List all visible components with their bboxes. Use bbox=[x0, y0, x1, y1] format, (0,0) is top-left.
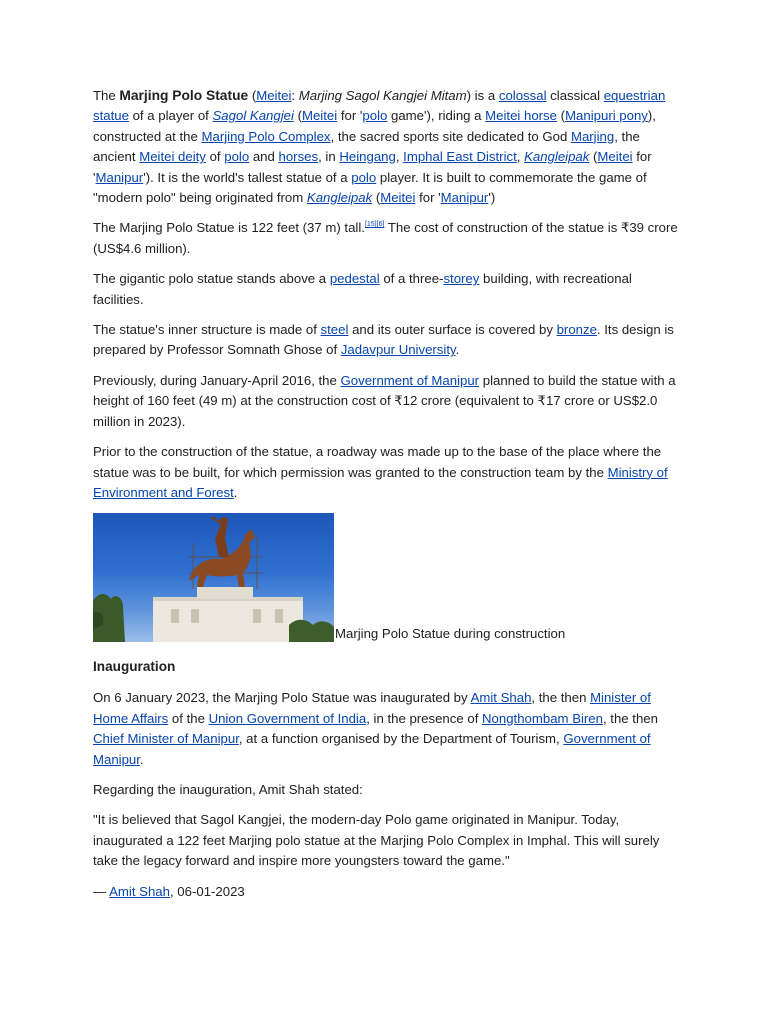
link-pedestal[interactable]: pedestal bbox=[329, 271, 380, 287]
link-manipuri-pony[interactable]: Manipuri pony bbox=[565, 108, 648, 124]
text: and its outer surface is covered by bbox=[348, 322, 557, 338]
text: ( bbox=[293, 108, 302, 124]
link-union-government-india[interactable]: Union Government of India bbox=[208, 710, 367, 726]
link-meitei-deity[interactable]: Meitei deity bbox=[139, 149, 206, 165]
link-imphal-east-district[interactable]: Imphal East District bbox=[403, 149, 517, 165]
text: , at a function organised by the Department of Tourism, bbox=[238, 731, 564, 747]
text: player. It is built to commemorate the game of "modern polo" being originated from bbox=[93, 169, 647, 206]
text: : bbox=[291, 88, 299, 103]
text: ( bbox=[372, 190, 381, 206]
text: ( bbox=[248, 88, 257, 103]
statue-construction-photo[interactable] bbox=[93, 513, 334, 642]
link-steel[interactable]: steel bbox=[320, 322, 349, 338]
text: for ' bbox=[337, 108, 363, 124]
text: The gigantic polo statue stands above a bbox=[93, 271, 330, 287]
link-marjing-polo-complex[interactable]: Marjing Polo Complex bbox=[201, 128, 331, 144]
text: , 06-01-2023 bbox=[169, 883, 245, 899]
link-bronze[interactable]: bronze bbox=[556, 322, 597, 338]
link-minister-home-affairs[interactable]: Minister of Home Affairs bbox=[93, 690, 651, 726]
text: . bbox=[233, 484, 238, 500]
text: , the ancient bbox=[93, 128, 640, 165]
link-marjing[interactable]: Marjing bbox=[570, 128, 615, 144]
link-polo[interactable]: polo bbox=[351, 169, 377, 185]
text: of the bbox=[168, 710, 209, 726]
article-subject-bold: Marjing Polo Statue bbox=[119, 88, 249, 103]
inauguration-paragraph bbox=[93, 688, 678, 770]
link-meitei[interactable]: Meitei bbox=[256, 88, 292, 103]
quote-text: "It is believed that Sagol Kangjei, the modern-day Polo game originated in Manipur. Today, inaugurated a 122 feet Marjing polo statue at the Marjing Polo Complex in Imphal. This will surely take the legacy forward and inspire more youngsters toward the game." bbox=[93, 812, 660, 869]
plan-paragraph bbox=[93, 371, 678, 432]
figure bbox=[93, 513, 678, 642]
quote-attribution bbox=[93, 882, 678, 902]
link-manipur[interactable]: Manipur bbox=[440, 190, 489, 206]
link-text: Kangleipak bbox=[306, 190, 373, 206]
text: '). It is the world's tallest statue of a bbox=[143, 169, 352, 185]
text: Previously, during January-April 2016, the bbox=[93, 372, 341, 388]
link-government-of-manipur[interactable]: Government of Manipur bbox=[93, 731, 651, 767]
text: The Marjing Polo Statue is 122 feet (37 m) tall. bbox=[93, 220, 365, 236]
height-paragraph bbox=[93, 218, 678, 259]
text: of a three- bbox=[379, 271, 444, 287]
text: On 6 January 2023, the Marjing Polo Statue was inaugurated by bbox=[93, 690, 471, 706]
link-text: Kangleipak bbox=[524, 149, 590, 165]
text: and bbox=[249, 149, 279, 165]
link-polo[interactable]: polo bbox=[362, 108, 388, 124]
link-government-of-manipur[interactable]: Government of Manipur bbox=[340, 372, 480, 388]
text: of a player of bbox=[128, 108, 213, 124]
text: ) is a bbox=[466, 88, 499, 103]
text: — bbox=[93, 883, 110, 899]
link-amit-shah[interactable]: Amit Shah bbox=[470, 690, 532, 706]
link-sagol-kangjei[interactable] bbox=[213, 108, 294, 123]
text: for ' bbox=[415, 190, 441, 206]
link-manipur[interactable]: Manipur bbox=[95, 169, 144, 185]
link-colossal[interactable]: colossal bbox=[498, 88, 547, 103]
link-equestrian-statue[interactable]: equestrian statue bbox=[93, 88, 666, 124]
text: The bbox=[93, 88, 120, 103]
text: . bbox=[139, 751, 144, 767]
link-text: Sagol Kangjei bbox=[212, 108, 294, 124]
section-heading-inauguration: Inauguration bbox=[93, 659, 176, 675]
text: of bbox=[205, 149, 225, 165]
text: . bbox=[455, 342, 460, 358]
structure-paragraph bbox=[93, 320, 678, 361]
link-kangleipak[interactable] bbox=[307, 190, 372, 205]
link-chief-minister-manipur[interactable]: Chief Minister of Manipur bbox=[93, 731, 239, 747]
native-name: Marjing Sagol Kangjei Mitam bbox=[298, 88, 467, 103]
text: , bbox=[516, 149, 525, 165]
text: Prior to the construction of the statue, a roadway was made up to the base of the place where the statue was to be built, for which permission was granted to the construction team by the bbox=[93, 444, 662, 480]
text: , the then bbox=[602, 710, 658, 726]
link-meitei[interactable]: Meitei bbox=[597, 149, 633, 165]
text: building, with recreational facilities. bbox=[93, 271, 632, 307]
text: , the then bbox=[531, 690, 591, 706]
text: planned to build the statue with a height of 160 feet (49 m) at the construction cost of ₹12 crore (equivalent to ₹17 crore or US$2.0 million in 2023). bbox=[93, 372, 676, 429]
article-body bbox=[93, 86, 678, 912]
text: ), constructed at the bbox=[93, 108, 656, 144]
text: , in the presence of bbox=[366, 710, 483, 726]
text: The cost of construction of the statue is ₹39 crore (US$4.6 million). bbox=[93, 220, 678, 256]
text: . Its design is prepared by Professor Somnath Ghose of bbox=[93, 322, 674, 358]
link-meitei[interactable]: Meitei bbox=[380, 190, 416, 206]
link-horses[interactable]: horses bbox=[278, 149, 319, 165]
text: , in bbox=[318, 149, 340, 165]
text: , the sacred sports site dedicated to God bbox=[330, 128, 571, 144]
roadway-paragraph bbox=[93, 442, 678, 503]
link-nongthombam-biren[interactable]: Nongthombam Biren bbox=[482, 710, 603, 726]
text: The statue's inner structure is made of bbox=[93, 322, 321, 338]
citation-reference[interactable]: [15][6] bbox=[364, 221, 385, 229]
text: ( bbox=[557, 108, 566, 124]
link-storey[interactable]: storey bbox=[443, 271, 480, 287]
intro-paragraph bbox=[93, 86, 678, 208]
link-meitei[interactable]: Meitei bbox=[301, 108, 338, 124]
text: , bbox=[395, 149, 404, 165]
text: for ' bbox=[93, 149, 652, 185]
statue-photo-drawing bbox=[93, 513, 334, 642]
link-amit-shah[interactable]: Amit Shah bbox=[109, 883, 170, 899]
link-polo[interactable]: polo bbox=[224, 149, 250, 165]
pedestal-paragraph bbox=[93, 269, 678, 310]
text: ') bbox=[488, 190, 496, 206]
link-jadavpur-university[interactable]: Jadavpur University bbox=[340, 342, 456, 358]
link-heingang[interactable]: Heingang bbox=[339, 149, 396, 165]
text: classical bbox=[546, 88, 604, 103]
statement-intro: Regarding the inauguration, Amit Shah stated: bbox=[93, 781, 363, 797]
text: game'), riding a bbox=[387, 108, 486, 124]
figure-caption: Marjing Polo Statue during construction bbox=[335, 626, 566, 642]
link-kangleipak[interactable] bbox=[524, 149, 589, 164]
link-meitei-horse[interactable]: Meitei horse bbox=[485, 108, 557, 124]
text: ( bbox=[589, 149, 598, 165]
link-ministry-environment-forest[interactable]: Ministry of Environment and Forest bbox=[93, 464, 668, 500]
